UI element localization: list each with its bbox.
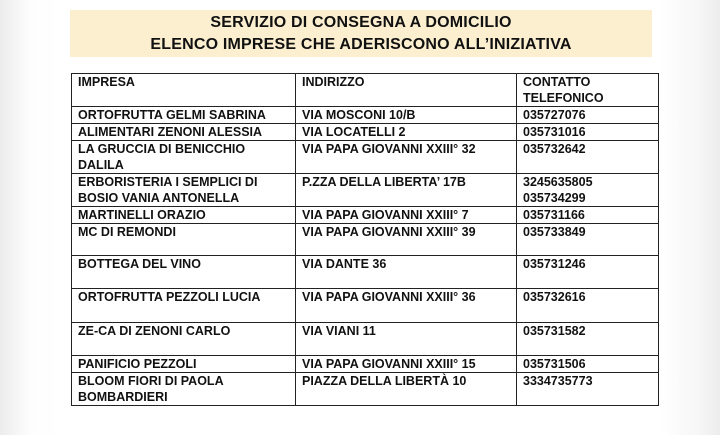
cell-indirizzo: VIA PAPA GIOVANNI XXIII° 36 [296,289,517,323]
table-header-row [72,74,659,107]
table-row [72,207,659,224]
businesses-table [71,73,659,406]
cell-indirizzo: VIA PAPA GIOVANNI XXIII° 7 [296,207,517,224]
table-row [72,124,659,141]
table-row [72,256,659,289]
cell-indirizzo: P.ZZA DELLA LIBERTA’ 17B [296,174,517,207]
cell-impresa: LA GRUCCIA DI BENICCHIO DALILA [72,141,296,174]
cell-impresa: ORTOFRUTTA GELMI SABRINA [72,107,296,124]
cell-indirizzo: VIA DANTE 36 [296,256,517,289]
cell-impresa: ERBORISTERIA I SEMPLICI DI BOSIO VANIA ANTONELLA [72,174,296,207]
table-row [72,323,659,356]
cell-contatto: 3245635805 035734299 [517,174,659,207]
cell-contatto: 3334735773 [517,373,659,406]
cell-impresa: ORTOFRUTTA PEZZOLI LUCIA [72,289,296,323]
table-row [72,174,659,207]
title-line-2: ELENCO IMPRESE CHE ADERISCONO ALL’INIZIATIVA [150,36,572,53]
cell-impresa: ZE-CA DI ZENONI CARLO [72,323,296,356]
cell-impresa: MC DI REMONDI [72,224,296,256]
cell-impresa: BLOOM FIORI DI PAOLA BOMBARDIERI [72,373,296,406]
cell-indirizzo: VIA MOSCONI 10/B [296,107,517,124]
cell-contatto: 035732642 [517,141,659,174]
cell-indirizzo: VIA PAPA GIOVANNI XXIII° 32 [296,141,517,174]
cell-indirizzo: VIA VIANI 11 [296,323,517,356]
table-row [72,107,659,124]
column-header-indirizzo: INDIRIZZO [296,74,517,107]
table-row [72,141,659,174]
cell-indirizzo: VIA PAPA GIOVANNI XXIII° 39 [296,224,517,256]
cell-impresa: BOTTEGA DEL VINO [72,256,296,289]
cell-impresa: PANIFICIO PEZZOLI [72,356,296,373]
cell-contatto: 035731016 [517,124,659,141]
cell-contatto: 035731506 [517,356,659,373]
table-row [72,356,659,373]
table-row [72,373,659,406]
column-header-impresa: IMPRESA [72,74,296,107]
cell-impresa: MARTINELLI ORAZIO [72,207,296,224]
title-banner [70,10,652,57]
cell-indirizzo: VIA LOCATELLI 2 [296,124,517,141]
title-line-1: SERVIZIO DI CONSEGNA A DOMICILIO [210,14,512,31]
table-row [72,224,659,256]
table-row [72,289,659,323]
cell-contatto: 035731582 [517,323,659,356]
cell-contatto: 035731246 [517,256,659,289]
cell-contatto: 035732616 [517,289,659,323]
cell-contatto: 035727076 [517,107,659,124]
cell-indirizzo: VIA PAPA GIOVANNI XXIII° 15 [296,356,517,373]
cell-contatto: 035733849 [517,224,659,256]
cell-impresa: ALIMENTARI ZENONI ALESSIA [72,124,296,141]
cell-indirizzo: PIAZZA DELLA LIBERTÀ 10 [296,373,517,406]
column-header-contatto: CONTATTO TELEFONICO [517,74,659,107]
cell-contatto: 035731166 [517,207,659,224]
